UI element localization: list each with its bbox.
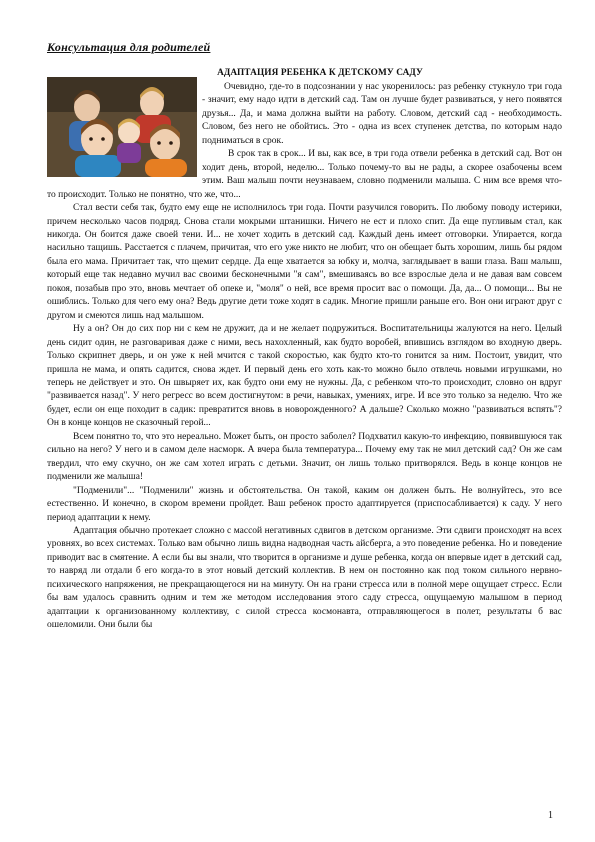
page-number: 1: [548, 810, 553, 821]
article-title: АДАПТАЦИЯ РЕБЕНКА К ДЕТСКОМУ САДУ: [217, 68, 423, 78]
section-heading: Консультация для родителей: [47, 40, 211, 54]
paragraph-7: Адаптация обычно протекает сложно с массой негативных сдвигов в детском организме. Эти сдвиги происходят на всех уровнях, во всех системах. Только вам обычно лишь видна надводная часть айсберга, а это поведение ребенка. Но и поведение приводит вас в смятение. А если бы вы знали, что творится в организме и душе ребенка, когда он впервые идет в детский сад, то навряд ли отдали б его когда-то в этот новый детский коллектив. В нем он постоянно как под током сильного нервно-психического напряжения, не прекращающегося ни на минуту. Он на грани стресса или в полной мере ощущает стресс. Если бы вам удалось сравнить одним и тем же методом исследования этого саду стресса, ощущаемую малышом в период адаптации к организованному коллективу, с силой стресса космонавта, отправляющегося в полет, результаты б вас ошеломили. Они были бы: [47, 525, 562, 631]
photo-spacer: [47, 81, 202, 181]
paragraph-2: В срок так в срок... И вы, как все, в три года отвели ребенка в детский сад. Вот он ходит день, второй, неделю... Только почему-то вы не рады, а скорее озабочены всем этим. Ваш малыш почти неузнаваем, словно подменили малыша. С ним все время что-то происходит. Только не понятно, что же, что...: [47, 149, 562, 200]
paragraph-1: Очевидно, где-то в подсознании у нас укоренилось: раз ребенку стукнуло три года - значит, ему надо идти в детский сад. Там он лучше будет развиваться, у него появятся друзья... Да, и мама должна выйти на работу. Словом, детский сад - необходимость. Словом, без него не обойтись. Это - одна из всех ступенек детства, по которым надо подниматься в срок.: [202, 82, 562, 146]
paragraph-3: Стал вести себя так, будто ему еще не исполнилось три года. Почти разучился говорить. По любому поводу истерики, причем несколько часов подряд. Снова стали мокрыми штанишки. Ничего не ест и плохо спит. Да еще пугливым стал, как никогда. Он боится даже своей тени. И... не хочет ходить в детский сад. Каждый день имеет отговорки. Упирается, когда насильно тащишь. Расстается с плачем, причитая, что его уже никто не любит, что он обещает быть хорошим, лишь бы рядом была его мама. Причитает так, что щемит сердце. Да еще хватается за юбку и, молча, заглядывает в ваши глаза. Ваш малыш, который еще так недавно мучил вас своими бесконечными "я сам", вмешиваясь во все взрослые дела и не давая вам совсем покоя, позабыв про это, вновь мечтает об опеке и, "моля" о ней, все время просит вас о помощи. Да, да... О помощи... Вы не ошиблись. Только для чего ему она? Ведь другие дети тоже ходят в садик. Многие пришли раньше его. Вон они играют друг с другом и смеются лишь над малышом.: [47, 203, 562, 321]
paragraph-5: Всем понятно то, что это нереально. Может быть, он просто заболел? Подхватил какую-то инфекцию, появившуюся так сильно на него? У него и в самом деле насморк. А вчера была температура... Почему ему так не мил детский сад? Он же сам твердил, что ему скучно, он же сам хотел играть с детьми. Значит, он лишь только притворялся. Ведь в конце концов не подменили же малыша!: [47, 431, 562, 483]
paragraph-6: "Подменили"... "Подменили" жизнь и обстоятельства. Он такой, каким он должен быть. Не волнуйтесь, это все естественно. И конечно, в скором времени пройдет. Ваш ребенок просто адаптируется (приспосабливается) к саду. У него период адаптации к нему.: [47, 485, 562, 523]
paragraph-4: Ну а он? Он до сих пор ни с кем не дружит, да и не желает подружиться. Воспитательницы жалуются на него. Целый день сидит один, не разговаривая даже с ними, весь нахохленный, как будто воробей, впившись взглядом во входную дверь. Только скрипнет дверь, и он уже к ней мчится с такой скоростью, как будто кто-то гонится за ним. Постоит, увидит, что пришла не мама, и опять садится, снова ждет. И первый день его хоть как-то можно было отвлечь новыми игрушками, но теперь не действует и это. Он швыряет их, как будто они ему не нужны. Да, с ребенком что-то происходит, словно он вдруг "развивается назад". У него регресс во всем достигнутом: в речи, навыках, умениях, игре. И все это только за неделю. Что же будет, если он еще походит в садик: превратится вновь в новорожденного? А дальше? Сколько можно "развиваться вспять"? Он в конце концов не сказочный герой...: [47, 324, 562, 429]
article-body: [47, 81, 562, 633]
